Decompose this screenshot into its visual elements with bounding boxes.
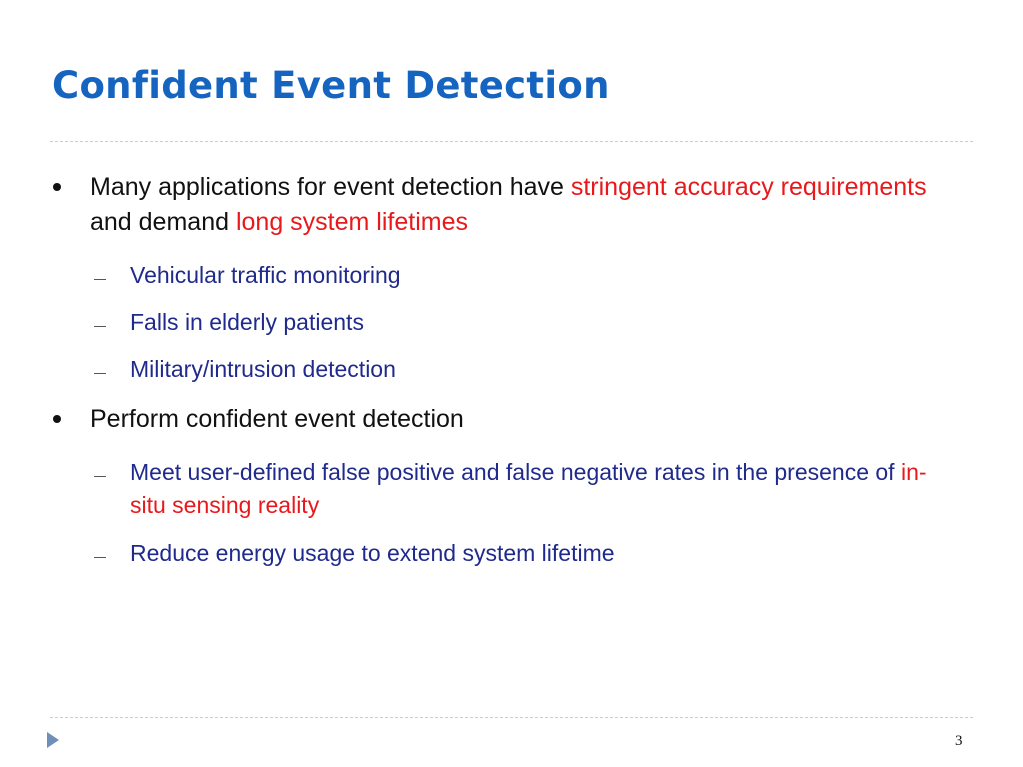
sub-bullet-text: Vehicular traffic monitoring: [130, 262, 401, 288]
bullet-text: and demand: [90, 208, 236, 236]
sub-bullet-dash-icon: [94, 279, 106, 280]
sub-bullet-dash-icon: [94, 557, 106, 558]
play-triangle-icon[interactable]: [47, 732, 59, 748]
bullet-emphasis-text: long system lifetimes: [235, 208, 468, 236]
bullet-dot-icon: [53, 415, 61, 423]
sub-bullet-item: [130, 259, 950, 292]
bullet-text: Perform confident event detection: [90, 405, 464, 433]
bullet-item: [90, 402, 950, 437]
sub-bullet-text: Meet user-defined false positive and false negative rates in the presence of: [130, 459, 901, 485]
sub-bullet-emphasis-text: in-situ sensing reality: [130, 459, 927, 518]
footer-divider: [50, 717, 973, 718]
bullet-item: [90, 170, 950, 240]
sub-bullet-text: Military/intrusion detection: [130, 356, 396, 382]
sub-bullet-dash-icon: [94, 373, 106, 374]
sub-bullet-item: [130, 537, 950, 570]
slide-title: Confident Event Detection: [52, 64, 610, 107]
bullet-dot-icon: [53, 183, 61, 191]
sub-bullet-item: [130, 306, 950, 339]
sub-bullet-dash-icon: [94, 476, 106, 477]
sub-bullet-dash-icon: [94, 326, 106, 327]
sub-bullet-item: [130, 456, 950, 522]
title-divider: [50, 141, 973, 142]
sub-bullet-text: Falls in elderly patients: [130, 309, 364, 335]
sub-bullet-item: [130, 353, 950, 386]
bullet-text: Many applications for event detection have: [90, 173, 571, 201]
bullet-emphasis-text: stringent accuracy requirements: [570, 173, 927, 201]
sub-bullet-text: Reduce energy usage to extend system lifetime: [130, 540, 615, 566]
page-number: 3: [955, 733, 963, 749]
